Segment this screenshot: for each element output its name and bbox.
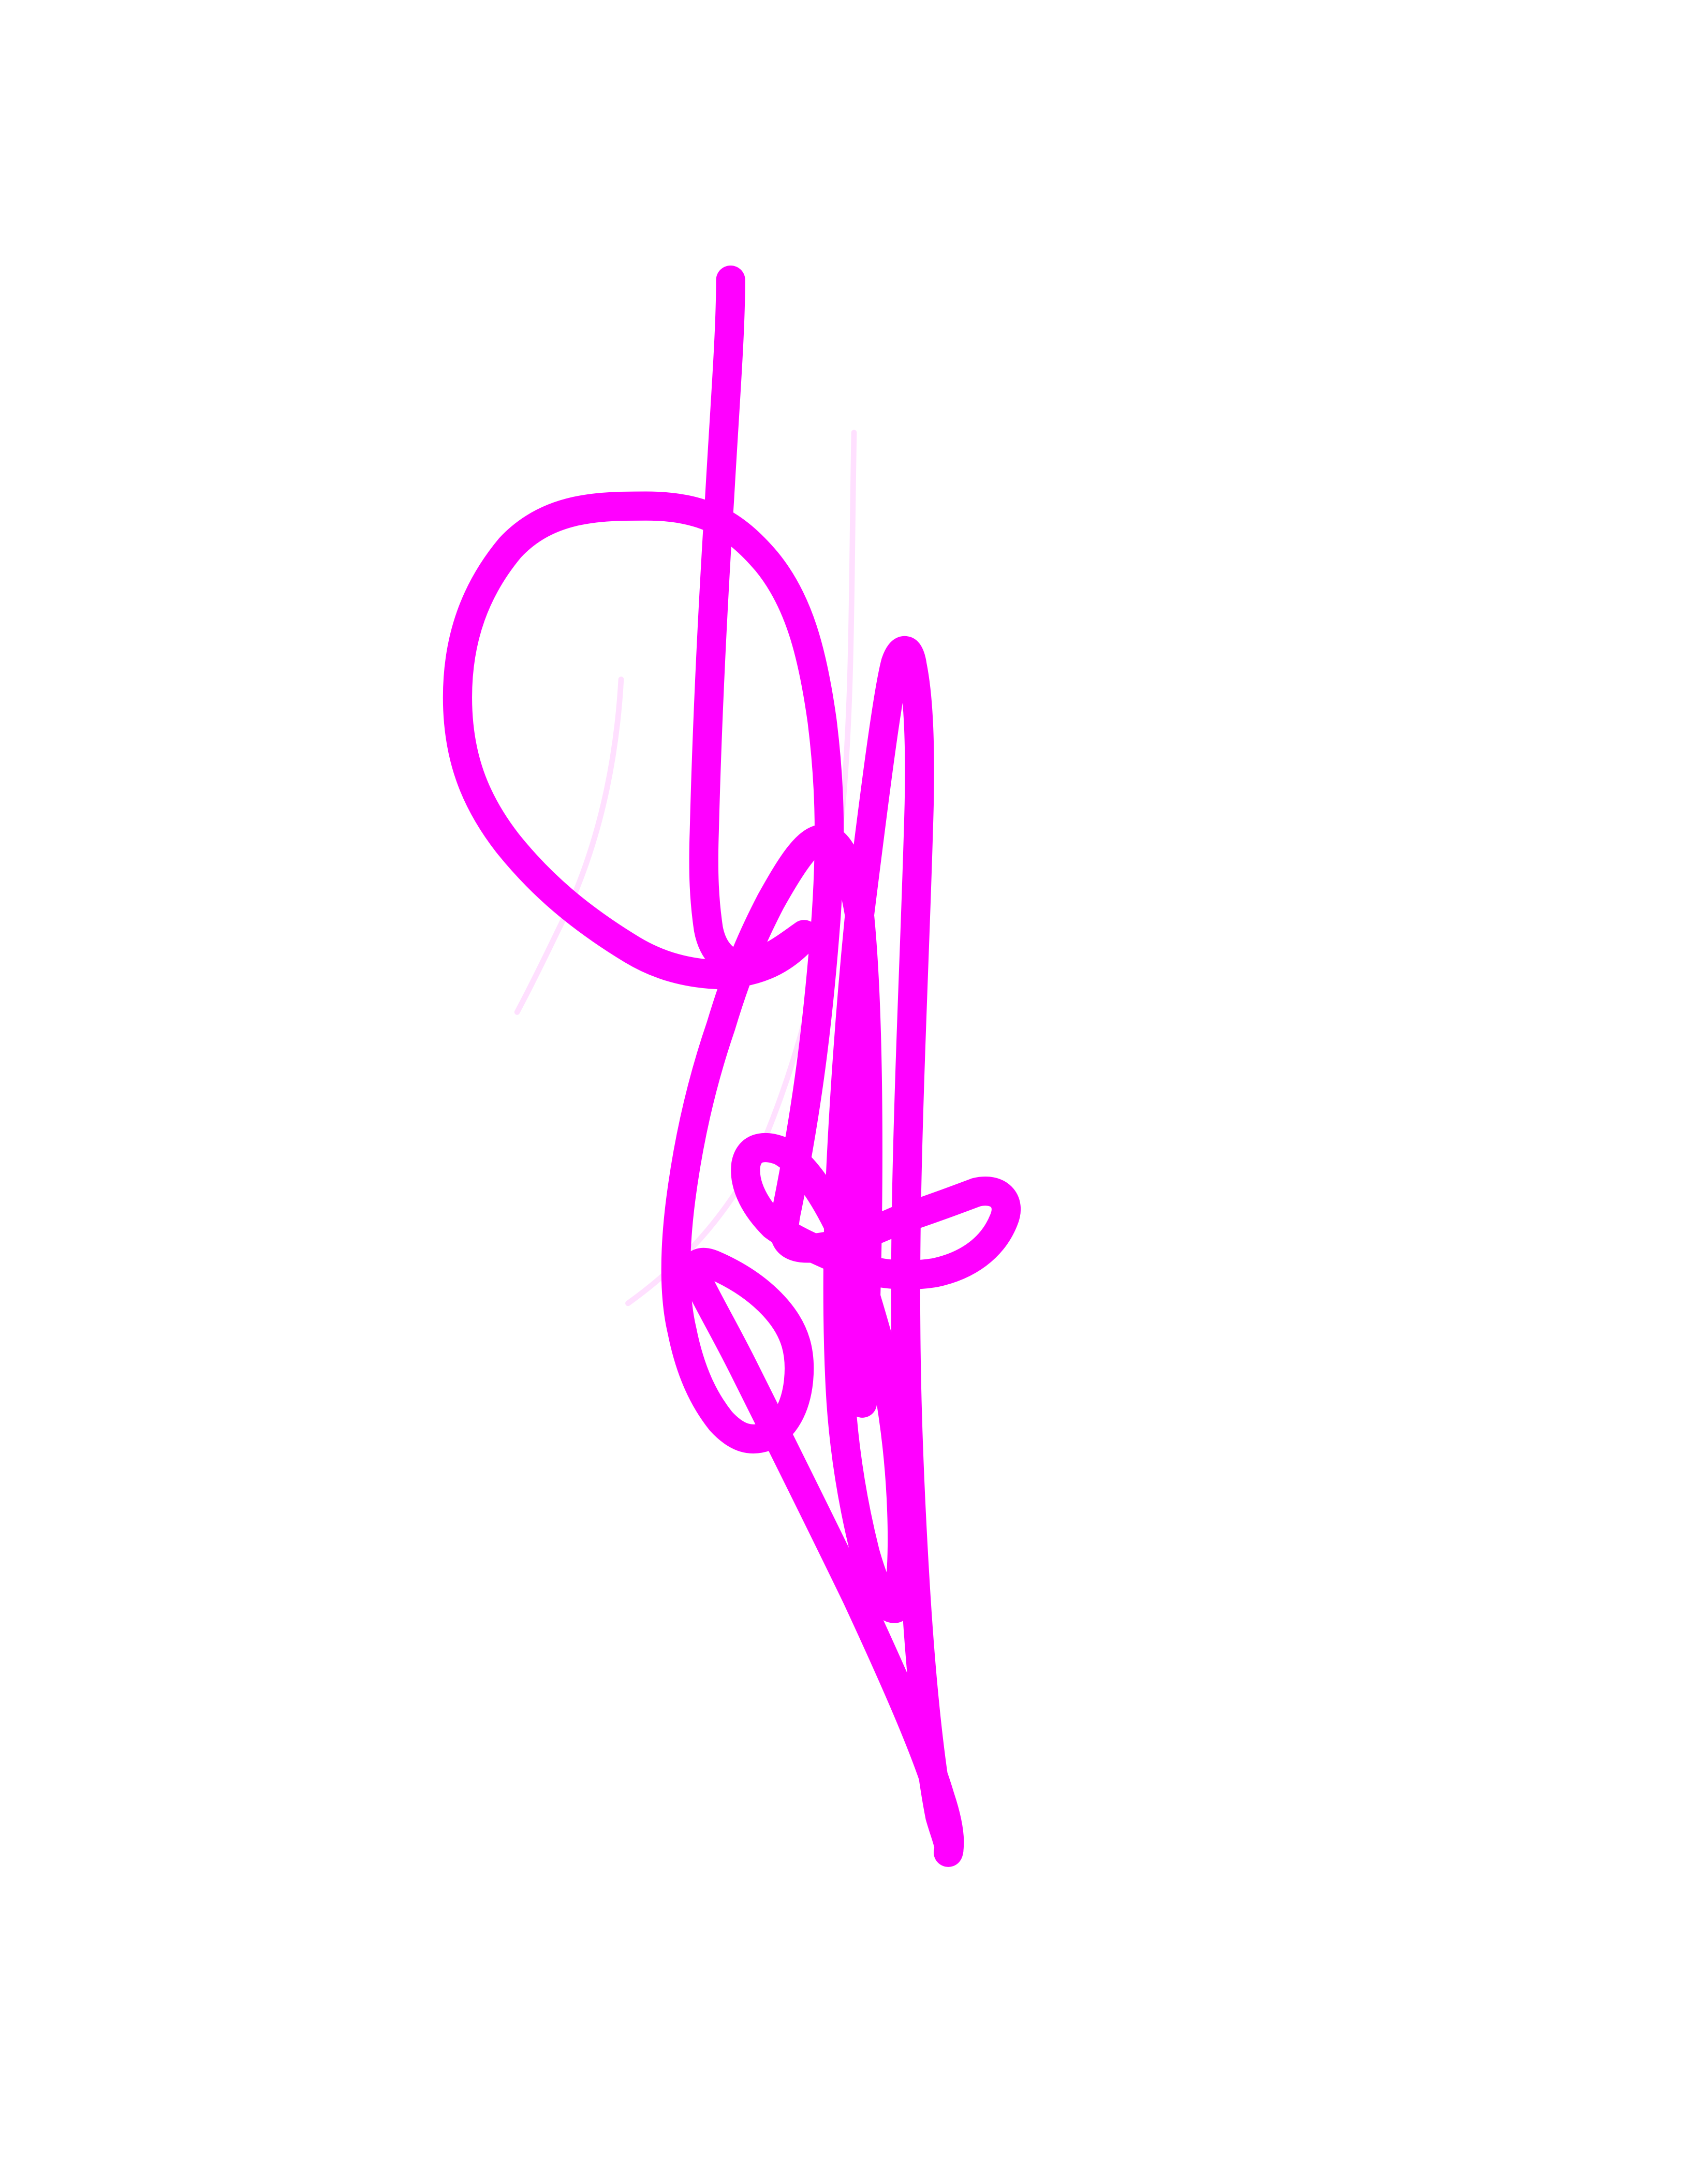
faint-stroke-left (517, 680, 621, 1012)
signature-stroke-big-loop (458, 506, 1006, 1853)
